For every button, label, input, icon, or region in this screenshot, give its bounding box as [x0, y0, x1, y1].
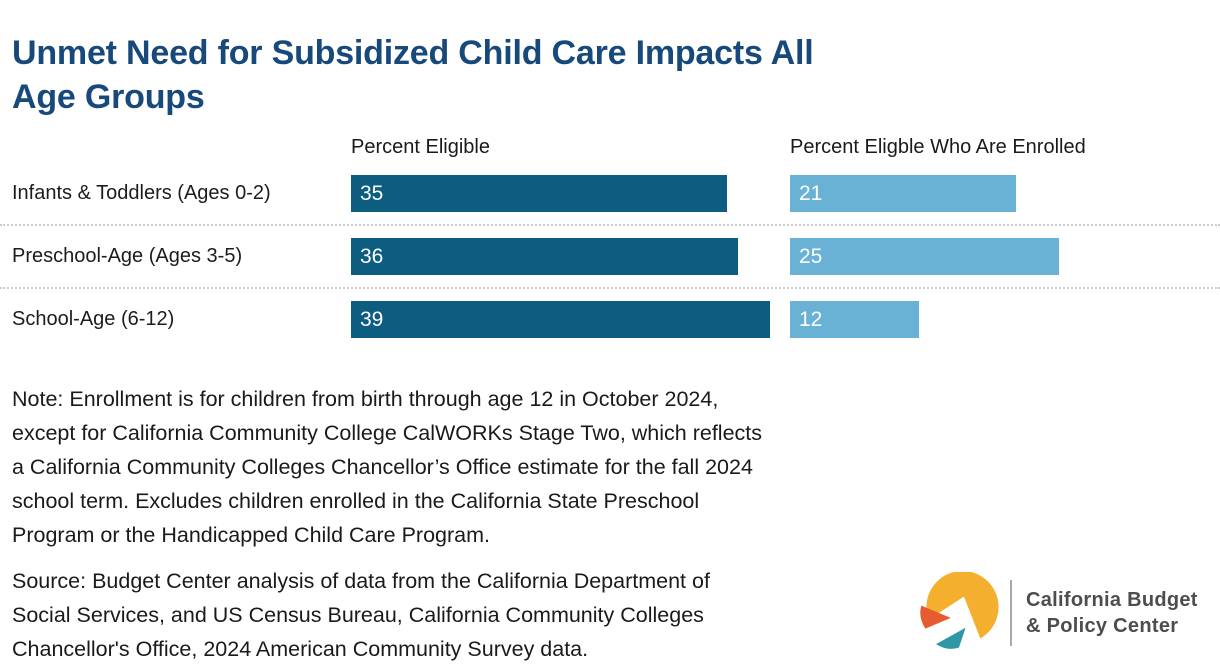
text-line: Program or the Handicapped Child Care Program.: [12, 523, 491, 547]
logo-wordmark-line-1: California Budget: [1026, 589, 1198, 611]
bar-value-label: 39: [360, 307, 384, 331]
cell-percent-eligible: [351, 238, 790, 275]
page-title: [12, 31, 814, 119]
cell-percent-eligible: [351, 301, 790, 338]
column-header-percent-enrolled: Percent Eligble Who Are Enrolled: [790, 136, 1086, 158]
bar-value-label: 35: [360, 181, 384, 205]
label-column-spacer: [0, 136, 351, 175]
text-line: Social Services, and US Census Bureau, California Community Colleges: [12, 603, 704, 627]
logo-divider: [1010, 580, 1012, 646]
text-line: except for California Community College CalWORKs Stage Two, which reflects: [12, 421, 763, 445]
table-row: [0, 175, 1220, 212]
table-row: [0, 301, 1220, 338]
age-group-label: Preschool-Age (Ages 3-5): [12, 245, 243, 267]
bar-percent-enrolled: [790, 238, 1059, 275]
bar-percent-enrolled: [790, 175, 1016, 212]
text-line: school term. Excludes children enrolled in the California State Preschool: [12, 489, 700, 513]
logo-wordmark-line-2: & Policy Center: [1026, 615, 1179, 637]
page-title-line-1: Unmet Need for Subsidized Child Care Impacts All: [12, 33, 814, 72]
age-group-label: School-Age (6-12): [12, 308, 175, 330]
org-logo: [918, 572, 1198, 654]
note-text: [12, 382, 912, 552]
logo-wordmark: [1026, 587, 1198, 639]
text-line: a California Community Colleges Chancellor’s Office estimate for the fall 2024: [12, 455, 753, 479]
column-headers: [0, 136, 1220, 175]
source-text: [12, 564, 912, 666]
bar-percent-enrolled: [790, 301, 919, 338]
bar-value-label: 12: [799, 307, 823, 331]
text-line: Chancellor's Office, 2024 American Community Survey data.: [12, 637, 589, 661]
budget-center-logo-icon: [918, 572, 1000, 654]
bar-value-label: 21: [799, 181, 823, 205]
chart-rows: [0, 175, 1220, 338]
text-line: Note: Enrollment is for children from birth through age 12 in October 2024,: [12, 387, 719, 411]
table-row: [0, 238, 1220, 275]
cell-percent-enrolled: [790, 238, 1220, 275]
row-separator: [0, 224, 1220, 226]
bar-percent-eligible: [351, 175, 727, 212]
cell-percent-eligible: [351, 175, 790, 212]
age-group-label: Infants & Toddlers (Ages 0-2): [12, 182, 271, 204]
row-separator: [0, 287, 1220, 289]
bar-chart: [0, 136, 1220, 338]
bar-value-label: 36: [360, 244, 384, 268]
cell-percent-enrolled: [790, 175, 1220, 212]
text-line: Source: Budget Center analysis of data from the California Department of: [12, 569, 710, 593]
bar-value-label: 25: [799, 244, 823, 268]
bar-percent-eligible: [351, 238, 738, 275]
bar-percent-eligible: [351, 301, 770, 338]
column-header-percent-eligible: Percent Eligible: [351, 136, 490, 158]
cell-percent-enrolled: [790, 301, 1220, 338]
page-title-line-2: Age Groups: [12, 77, 205, 116]
